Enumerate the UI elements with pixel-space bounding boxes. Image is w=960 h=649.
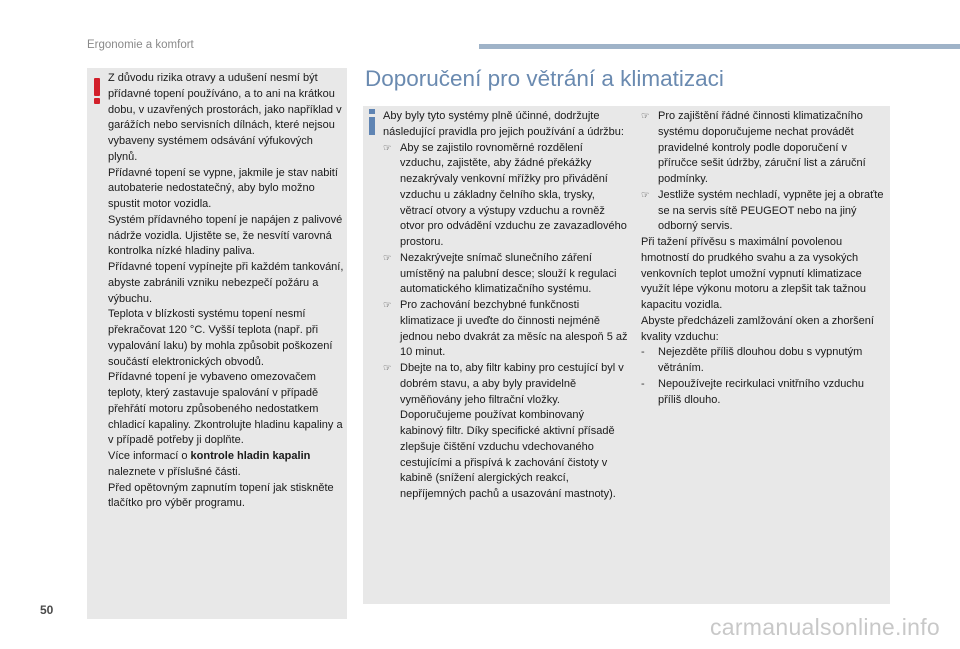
watermark: carmanualsonline.info bbox=[709, 614, 940, 640]
warning-more-info: Více informací o kontrole hladin kapalin naleznete v příslušné části. bbox=[108, 450, 311, 478]
list-item: ☞ Pro zajištění řádné činnosti klimatizačního systému doporučujeme nechat provádět pravidelné kontroly podle doporučení v příručce sešit údržby, záruční list a záruční podmínky. bbox=[641, 110, 866, 185]
fluid-levels-reference: kontrole hladin kapalin bbox=[190, 450, 311, 462]
header-accent-bar bbox=[479, 44, 960, 49]
list-item: ☞ Dbejte na to, aby filtr kabiny pro cestující byl v dobrém stavu, a aby byly pravidelně vyměňovány jeho filtrační vložky. Doporučujeme používat kombinovaný kabinový filtr. Díky specifické aktivní přísadě zlepšuje čištění vzduchu vdechovaného cestujícími a přispívá k zachování čistoty v kabině (snížení alergických reakcí, nepříjemných pachů a usazování mastnoty). bbox=[383, 362, 624, 500]
list-item: ☞ Jestliže systém nechladí, vypněte jej a obraťte se na servis sítě PEUGEOT nebo na jiný odborný servis. bbox=[641, 188, 884, 233]
list-item: ☞ Pro zachování bezchybné funkčnosti klimatizace ji uveďte do činnosti nejméně jednou nebo dvakrát za měsíc na alespoň 5 až 10 minut. bbox=[383, 299, 628, 359]
warning-paragraph: Systém přídavného topení je napájen z palivové nádrže vozidla. Ujistěte se, že nesvítí varovná kontrolka nízké hladiny paliva. bbox=[108, 213, 343, 258]
info-icon bbox=[367, 109, 377, 135]
towing-paragraph: Při tažení přívěsu s maximální povolenou hmotností do prudkého svahu a za vysokých venkovních teplot umožní vypnutí klimatizace využít lépe výkonu motoru a zlepšit tak tažnou kapacitu vozidla. bbox=[641, 236, 867, 311]
page-number: 50 bbox=[40, 603, 54, 617]
pointing-hand-icon: ☞ bbox=[383, 252, 392, 264]
pointing-hand-icon: ☞ bbox=[383, 300, 392, 311]
warning-paragraph: Přídavné topení je vybaveno omezovačem teploty, který zastavuje spalování v případě přehřátí motoru způsobeného nedostatkem chladicí kapaliny. Zkontrolujte hladinu kapaliny a v případě potřeby ji doplňte. bbox=[108, 371, 343, 447]
pointing-hand-icon: ☞ bbox=[383, 142, 392, 154]
list-item: ☞ Aby se zajistilo rovnoměrné rozdělení vzduchu, zajistěte, aby žádné překážky nezakrývaly venkovní mřížky pro přivádění vzduchu u základny čelního skla, trysky, větrací otvory a výstupy vzduchu a rovněž otvor pro odvádění vzduchu ze zavazadlového prostoru. bbox=[383, 141, 627, 248]
dash-marker: - bbox=[641, 377, 645, 390]
warning-paragraph: Z důvodu rizika otravy a udušení nesmí být přídavné topení používáno, a to ani na krátkou dobu, v uzavřených prostorách, jako například v garážích nebo servisních dílnách, které nejsou vybaveny systémem odsávání výfukových plynů. bbox=[108, 72, 342, 163]
info-column-left bbox=[383, 109, 629, 503]
info-column-right bbox=[641, 109, 888, 408]
pointing-hand-icon: ☞ bbox=[383, 363, 392, 374]
dash-marker: - bbox=[641, 346, 645, 359]
fog-intro: Abyste předcházeli zamlžování oken a zhoršení kvality vzduchu: bbox=[641, 314, 874, 343]
list-item: - Nepoužívejte recirkulaci vnitřního vzduchu příliš dlouho. bbox=[641, 377, 865, 406]
warning-paragraph: Před opětovným zapnutím topení jak stiskněte tlačítko pro výběr programu. bbox=[108, 481, 334, 510]
warning-text bbox=[108, 71, 344, 512]
warning-paragraph: Přídavné topení vypínejte při každém tankování, abyste zabránili vzniku nebezpečí požáru a výbuchu. bbox=[108, 261, 344, 305]
section-title: Doporučení pro větrání a klimatizaci bbox=[365, 66, 724, 91]
pointing-hand-icon: ☞ bbox=[641, 189, 650, 201]
list-item: ☞ Nezakrývejte snímač slunečního záření umístěný na palubní desce; slouží k regulaci automatického klimatizačního systému. bbox=[383, 251, 617, 296]
running-header: Ergonomie a komfort bbox=[87, 39, 194, 51]
info-intro: Aby byly tyto systémy plně účinné, dodržujte následující pravidla pro jejich používání a údržbu: bbox=[383, 110, 624, 138]
list-item: - Nejezděte příliš dlouhou dobu s vypnutým větráním. bbox=[641, 346, 863, 374]
pointing-hand-icon: ☞ bbox=[641, 111, 650, 122]
exclamation-icon bbox=[92, 78, 102, 104]
warning-paragraph: Přídavné topení se vypne, jakmile je stav nabití autobaterie nedostatečný, aby bylo možno spustit motor vozidla. bbox=[108, 166, 338, 210]
warning-paragraph: Teplota v blízkosti systému topení nesmí překračovat 120 °C. Vyšší teplota (např. při vypalování laku) by mohla způsobit poškození součástí elektronických obvodů. bbox=[108, 308, 333, 368]
